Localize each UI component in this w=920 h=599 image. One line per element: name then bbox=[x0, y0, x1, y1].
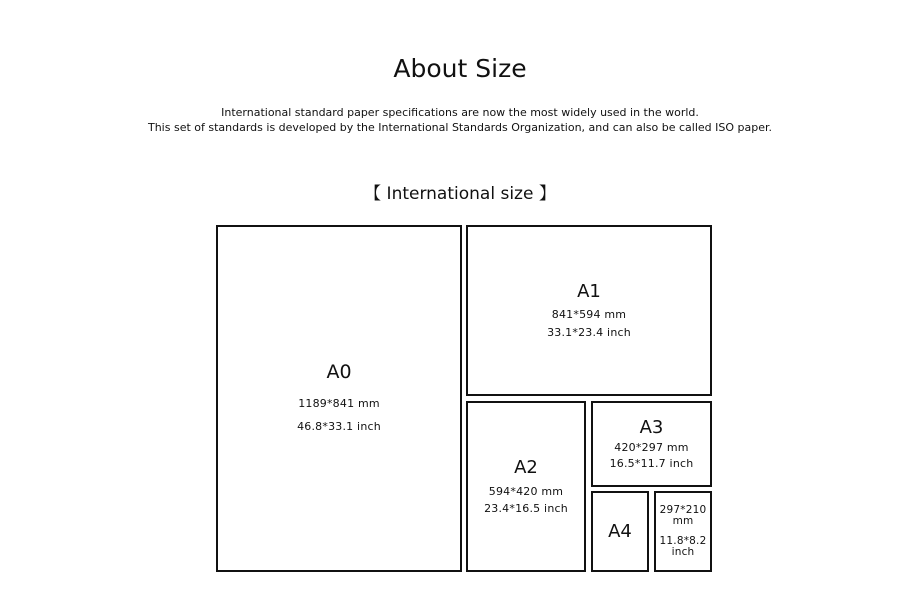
size-inch: 33.1*23.4 inch bbox=[547, 325, 631, 339]
size-name: A0 bbox=[326, 360, 352, 383]
section-title: 【 International size 】 bbox=[364, 184, 556, 204]
size-inch: 16.5*11.7 inch bbox=[609, 457, 694, 470]
size-mm: 841*594 mm bbox=[551, 307, 627, 321]
size-box-a2 bbox=[466, 401, 586, 572]
size-box-a0 bbox=[216, 225, 462, 572]
size-mm: 1189*841 mm bbox=[298, 396, 380, 410]
size-mm-line-2: mm bbox=[672, 515, 694, 527]
size-box-a3 bbox=[591, 401, 712, 487]
size-inch: 23.4*16.5 inch bbox=[484, 502, 568, 515]
size-box-a4-dimensions bbox=[654, 491, 712, 572]
size-name: A4 bbox=[608, 520, 632, 542]
size-name: A2 bbox=[514, 457, 538, 478]
size-box-a4 bbox=[591, 491, 649, 572]
size-box-a1 bbox=[466, 225, 712, 396]
page-title: About Size bbox=[393, 54, 527, 83]
intro-text bbox=[0, 105, 920, 135]
size-inch-line-1: 11.8*8.2 bbox=[659, 535, 707, 547]
intro-line-1: International standard paper specifications are now the most widely used in the world. bbox=[221, 106, 699, 119]
size-mm: 594*420 mm bbox=[488, 485, 564, 498]
size-name: A3 bbox=[639, 417, 664, 438]
size-inch: 46.8*33.1 inch bbox=[297, 419, 381, 433]
size-inch-line-2: inch bbox=[671, 546, 695, 558]
size-mm-line-1: 297*210 bbox=[659, 504, 707, 516]
intro-line-2: This set of standards is developed by the International Standards Organization, and can also be called ISO paper. bbox=[147, 121, 772, 134]
size-name: A1 bbox=[577, 280, 601, 302]
size-mm: 420*297 mm bbox=[614, 441, 689, 454]
